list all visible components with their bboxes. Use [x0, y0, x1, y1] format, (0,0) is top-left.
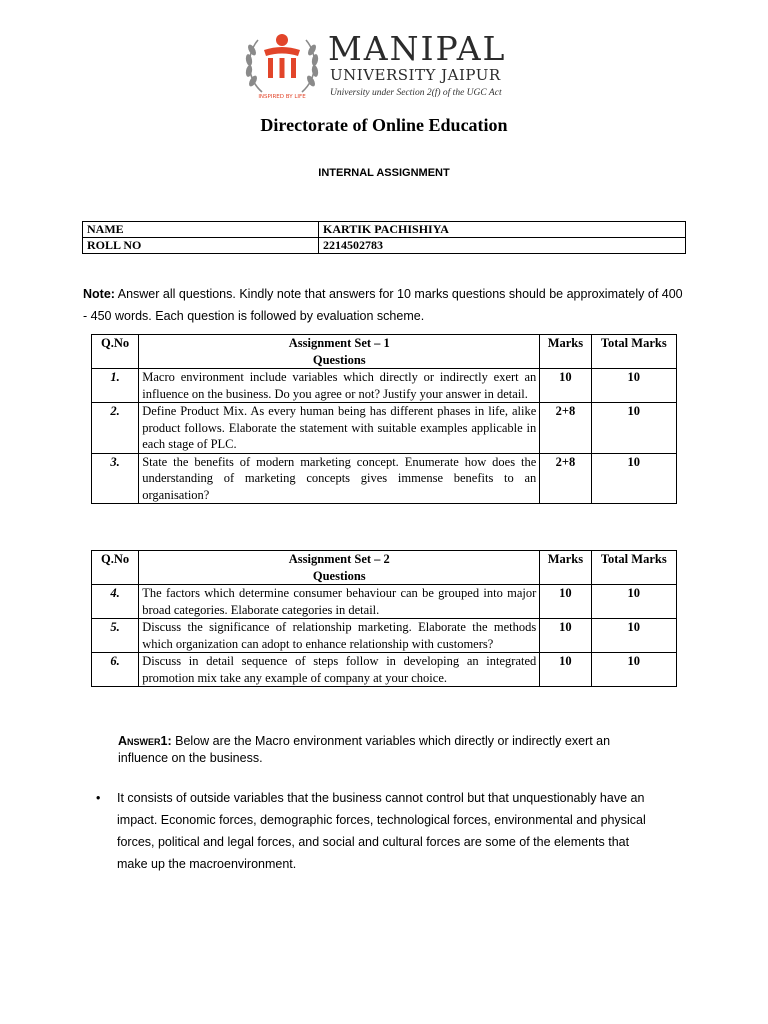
- table-row: [83, 238, 686, 254]
- brand-subtitle: UNIVERSITY JAIPUR: [330, 66, 501, 84]
- question-marks: 10: [540, 619, 591, 653]
- header-questions: Questions: [312, 568, 366, 583]
- roll-value: 2214502783: [319, 238, 686, 254]
- question-marks: 10: [540, 369, 591, 403]
- table-row: [92, 585, 677, 619]
- name-label: NAME: [83, 222, 319, 238]
- question-marks: 10: [540, 653, 591, 687]
- bullet-text: It consists of outside variables that the business cannot control but that unquestionably have an impact. Economic forces, demographic forces, technological forces, environmental and physical forces, political and legal forces, and social and cultural forces are some of the elements that make up the macroenvironment.: [117, 791, 646, 871]
- brand-tagline: University under Section 2(f) of the UGC Act: [330, 88, 502, 98]
- question-marks: 2+8: [540, 403, 591, 454]
- question-marks: 10: [540, 585, 591, 619]
- assignment-set-1-table: [91, 334, 677, 504]
- roll-label: ROLL NO: [83, 238, 319, 254]
- header-total: Total Marks: [591, 335, 676, 369]
- note-text: Answer all questions. Kindly note that answers for 10 marks questions should be approximately of 400 - 450 words. Each question is followed by evaluation scheme.: [83, 287, 683, 323]
- header-set: [139, 335, 540, 369]
- name-value: KARTIK PACHISHIYA: [319, 222, 686, 238]
- question-text: Discuss the significance of relationship marketing. Elaborate the methods which organization can adopt to enhance relationship with customers?: [139, 619, 540, 653]
- header-marks: Marks: [540, 551, 591, 585]
- assignment-set-2-table: [91, 550, 677, 687]
- table-row: [83, 222, 686, 238]
- question-number: 2.: [92, 403, 139, 454]
- question-total: 10: [591, 619, 676, 653]
- question-text: State the benefits of modern marketing concept. Enumerate how does the understanding of marketing concepts gives immense benefits to an organisation?: [139, 453, 540, 504]
- question-total: 10: [591, 369, 676, 403]
- question-total: 10: [591, 453, 676, 504]
- header-total: Total Marks: [591, 551, 676, 585]
- table-header-row: [92, 551, 677, 585]
- bullet-icon: •: [96, 791, 101, 805]
- question-total: 10: [591, 585, 676, 619]
- answer-text: Below are the Macro environment variables which directly or indirectly exert an influence on the business.: [118, 734, 611, 765]
- motto-text: INSPIRED BY LIFE: [258, 94, 306, 100]
- header-set-title: Assignment Set – 1: [288, 336, 390, 350]
- manipal-emblem-icon: [240, 26, 324, 106]
- header-set-title: Assignment Set – 2: [288, 552, 390, 566]
- question-number: 1.: [92, 369, 139, 403]
- note-label: Note:: [83, 287, 115, 301]
- question-text: Macro environment include variables which directly or indirectly exert an influence on the business. Do you agree or not? Justify your answer in detail.: [139, 369, 540, 403]
- question-number: 6.: [92, 653, 139, 687]
- question-total: 10: [591, 403, 676, 454]
- answer-label: Answer1:: [118, 734, 172, 748]
- page-title: Directorate of Online Education: [260, 115, 508, 135]
- question-marks: 2+8: [540, 453, 591, 504]
- table-row: [92, 369, 677, 403]
- answer-intro: [118, 733, 658, 767]
- table-row: [92, 653, 677, 687]
- header-marks: Marks: [540, 335, 591, 369]
- brand-name: MANIPAL: [328, 29, 507, 68]
- question-text: The factors which determine consumer behaviour can be grouped into major broad categories. Elaborate categories in detail.: [139, 585, 540, 619]
- question-text: Define Product Mix. As every human being has different phases in life, alike product follows. Elaborate the statement with suitable examples applicable in each stage of PLC.: [139, 403, 540, 454]
- question-number: 5.: [92, 619, 139, 653]
- question-total: 10: [591, 653, 676, 687]
- table-row: [92, 453, 677, 504]
- header-set: [139, 551, 540, 585]
- note-paragraph: [83, 283, 687, 327]
- table-header-row: [92, 335, 677, 369]
- table-row: [92, 403, 677, 454]
- student-info-table: [82, 221, 686, 254]
- table-row: [92, 619, 677, 653]
- header-qno: Q.No: [92, 335, 139, 369]
- question-number: 4.: [92, 585, 139, 619]
- question-number: 3.: [92, 453, 139, 504]
- header-questions: Questions: [312, 352, 366, 367]
- assignment-label: INTERNAL ASSIGNMENT: [318, 167, 450, 179]
- question-text: Discuss in detail sequence of steps follow in developing an integrated promotion mix take any example of company at your choice.: [139, 653, 540, 687]
- university-logo: [240, 26, 525, 106]
- header-qno: Q.No: [92, 551, 139, 585]
